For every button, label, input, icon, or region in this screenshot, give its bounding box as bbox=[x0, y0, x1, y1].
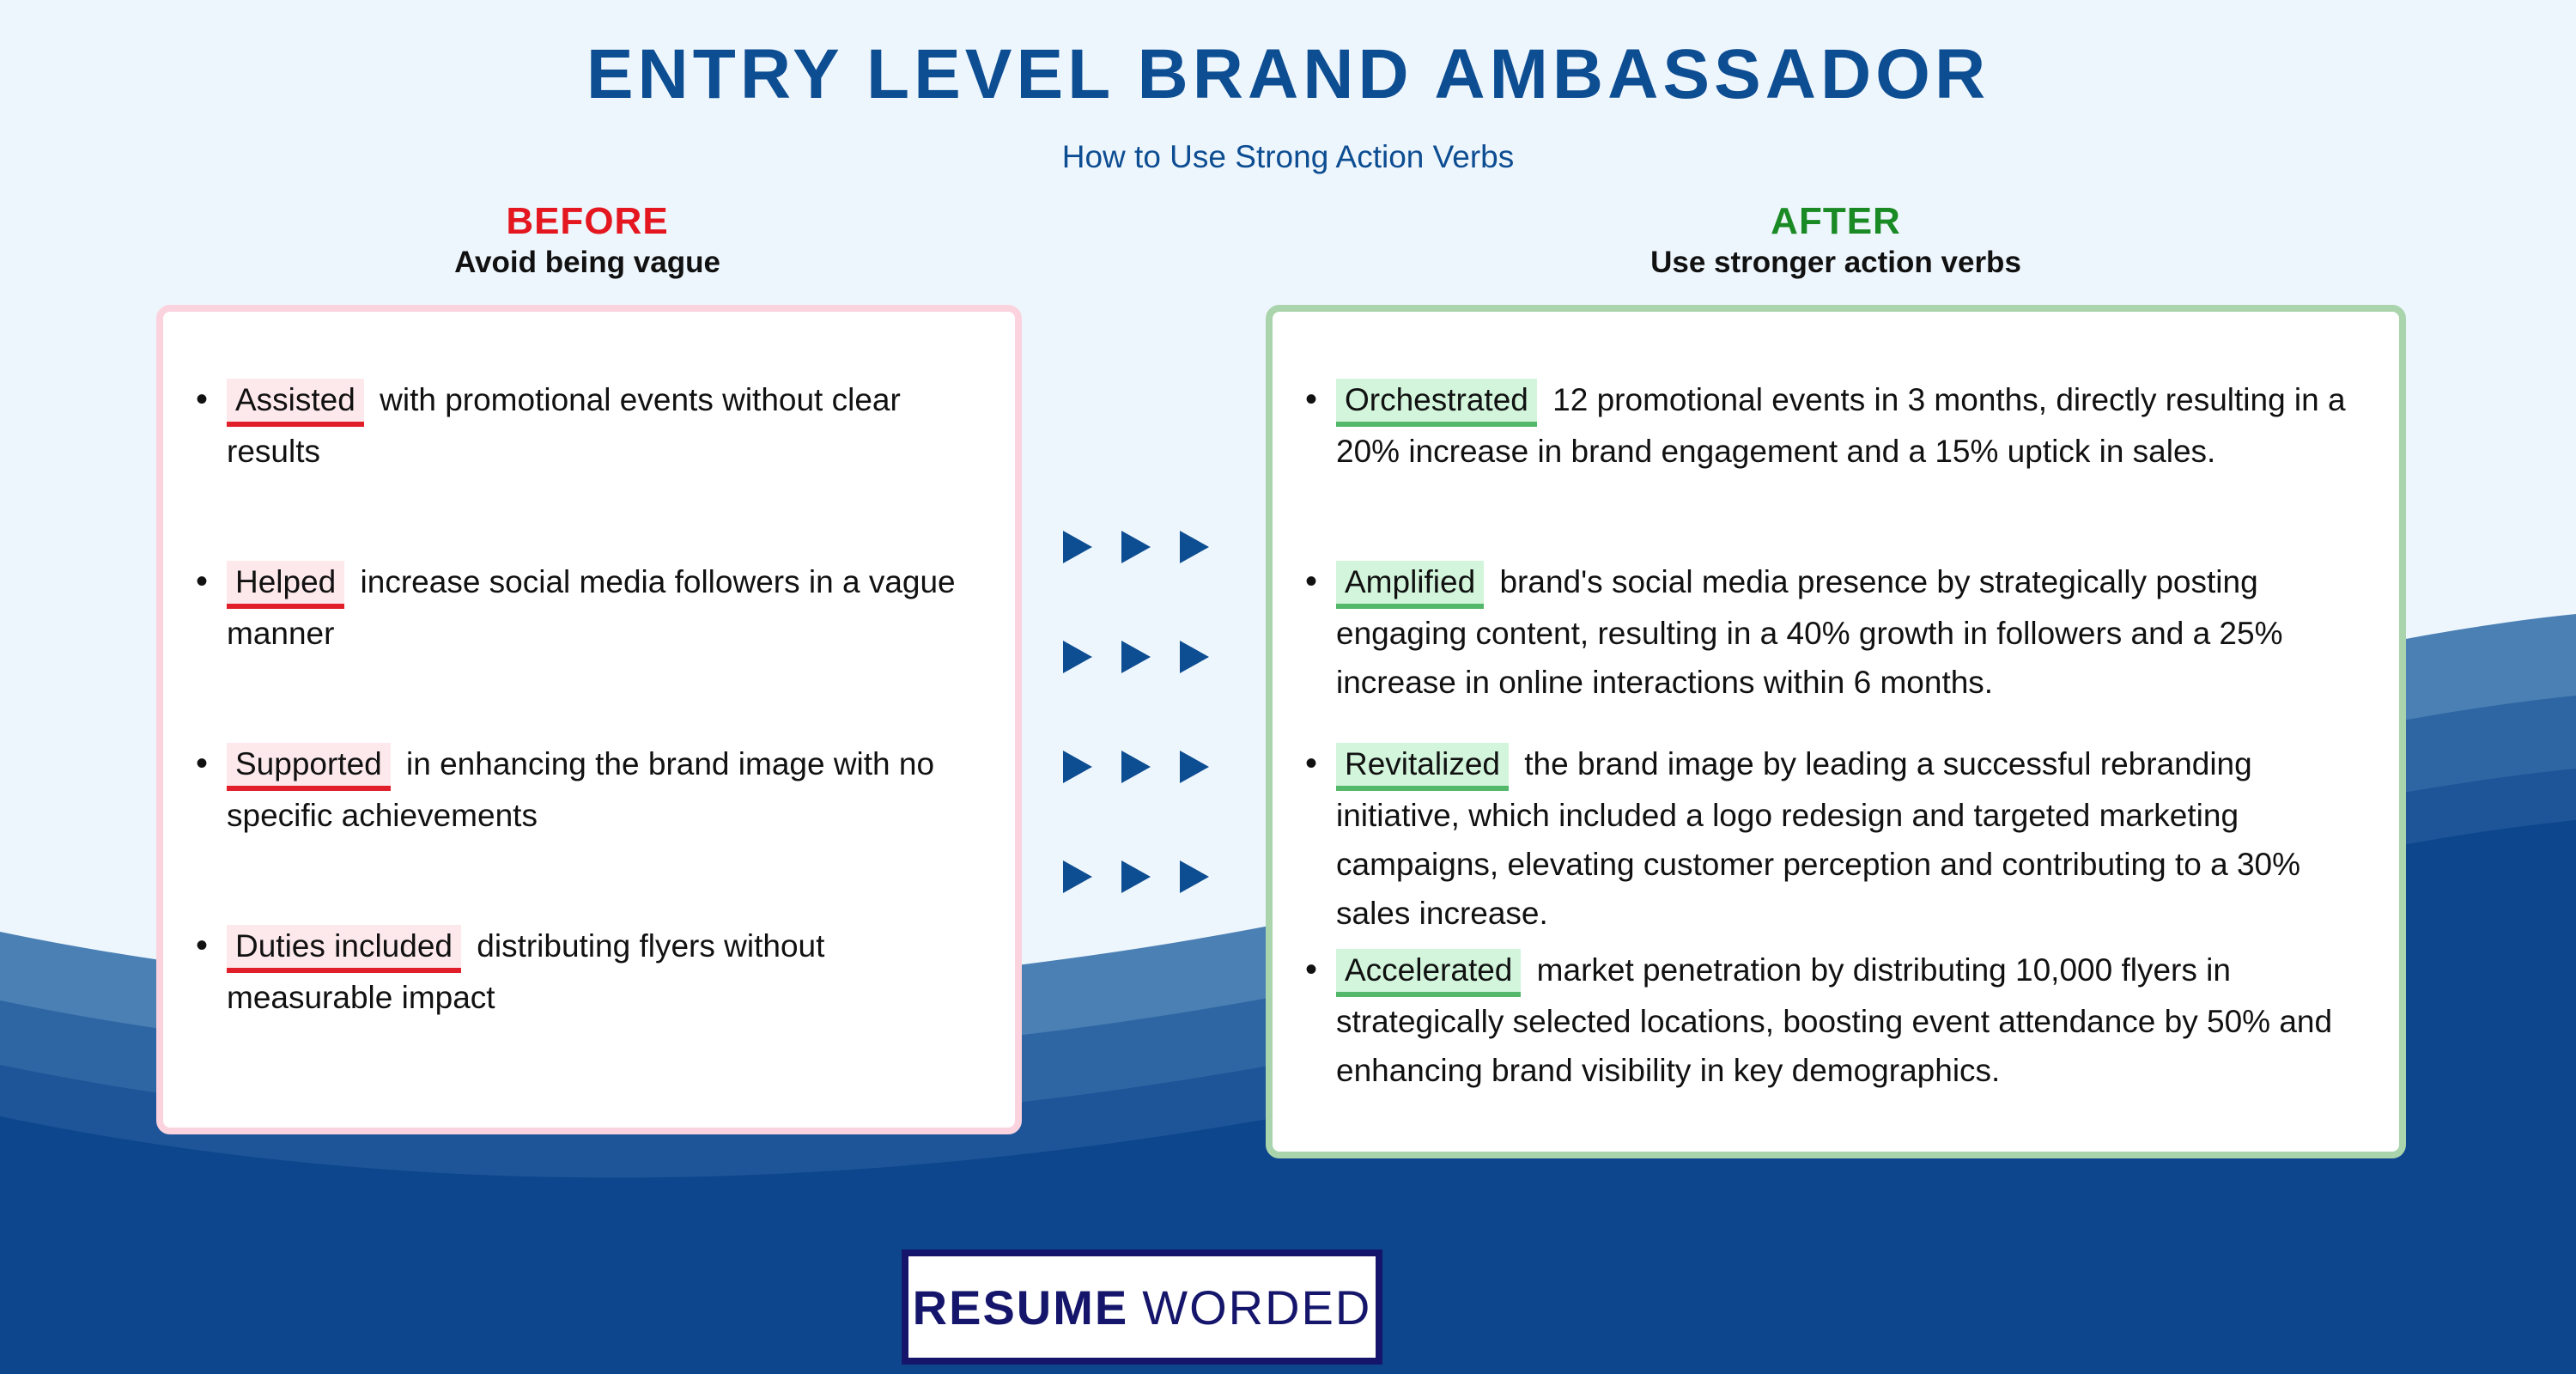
play-arrow-icon bbox=[1063, 531, 1092, 563]
play-arrow-icon bbox=[1063, 641, 1092, 673]
logo-bold-text: RESUME bbox=[912, 1280, 1129, 1334]
arrow-row bbox=[1063, 855, 1209, 898]
after-label: AFTER bbox=[1771, 200, 1901, 242]
weak-verb: Duties included bbox=[227, 925, 461, 973]
bullet-dot: • bbox=[196, 927, 209, 964]
play-arrow-icon bbox=[1180, 751, 1209, 783]
play-arrow-icon bbox=[1121, 641, 1151, 673]
bullet-text: brand's social media presence by strategically posting engaging content, resulting in a 40% growth in followers and a 25% increase in online interactions within 6 months. bbox=[1336, 564, 2283, 700]
after-bullet bbox=[1305, 375, 2358, 476]
bullet-dot: • bbox=[196, 745, 209, 782]
arrow-row bbox=[1063, 526, 1209, 568]
play-arrow-icon bbox=[1180, 860, 1209, 893]
strong-verb: Orchestrated bbox=[1336, 379, 1537, 427]
arrow-row bbox=[1063, 635, 1209, 678]
bullet-dot: • bbox=[196, 562, 209, 600]
bullet-dot: • bbox=[196, 380, 209, 418]
play-arrow-icon bbox=[1121, 751, 1151, 783]
bullet-dot: • bbox=[1305, 745, 1318, 782]
bullet-text: in enhancing the brand image with no specific achievements bbox=[227, 746, 935, 833]
before-bullet bbox=[196, 557, 982, 658]
play-arrow-icon bbox=[1063, 860, 1092, 893]
bullet-dot: • bbox=[1305, 380, 1318, 418]
play-arrow-icon bbox=[1121, 860, 1151, 893]
after-header bbox=[1267, 199, 2404, 282]
bullet-text: with promotional events without clear results bbox=[227, 382, 901, 469]
resume-worded-logo bbox=[902, 1249, 1382, 1365]
bullet-text: 12 promotional events in 3 months, directly resulting in a 20% increase in brand engagement and a 15% uptick in sales. bbox=[1336, 382, 2346, 469]
before-sublabel: Avoid being vague bbox=[454, 246, 720, 279]
play-arrow-icon bbox=[1063, 751, 1092, 783]
bullet-text: increase social media followers in a vague manner bbox=[227, 564, 956, 651]
after-panel bbox=[1266, 305, 2406, 1158]
weak-verb: Helped bbox=[227, 561, 344, 609]
bullet-text: distributing flyers without measurable impact bbox=[227, 928, 825, 1015]
play-arrow-icon bbox=[1180, 531, 1209, 563]
before-bullet bbox=[196, 921, 982, 1022]
weak-verb: Supported bbox=[227, 743, 391, 791]
bullet-dot: • bbox=[1305, 951, 1318, 988]
play-arrow-icon bbox=[1121, 531, 1151, 563]
before-panel bbox=[156, 305, 1022, 1134]
bullet-dot: • bbox=[1305, 562, 1318, 600]
after-bullet bbox=[1305, 945, 2358, 1095]
strong-verb: Accelerated bbox=[1336, 949, 1521, 997]
bullet-text: the brand image by leading a successful rebranding initiative, which included a logo redesign and targeted marketing campaigns, elevating customer perception and contributing to a 30% sales increase. bbox=[1336, 746, 2301, 931]
after-sublabel: Use stronger action verbs bbox=[1650, 246, 2021, 279]
page-subtitle: How to Use Strong Action Verbs bbox=[1061, 139, 1515, 174]
before-bullet bbox=[196, 739, 982, 840]
strong-verb: Amplified bbox=[1336, 561, 1484, 609]
before-header bbox=[156, 199, 1018, 282]
before-bullet bbox=[196, 375, 982, 476]
play-arrow-icon bbox=[1180, 641, 1209, 673]
after-bullet bbox=[1305, 739, 2358, 938]
after-bullet bbox=[1305, 557, 2358, 707]
before-label: BEFORE bbox=[506, 200, 669, 242]
weak-verb: Assisted bbox=[227, 379, 364, 427]
bullet-text: market penetration by distributing 10,000 flyers in strategically selected locations, boosting event attendance by 50% and enhancing brand visibility in key demographics. bbox=[1336, 952, 2333, 1088]
arrow-row bbox=[1063, 745, 1209, 788]
strong-verb: Revitalized bbox=[1336, 743, 1509, 791]
logo-regular-text: WORDED bbox=[1142, 1280, 1372, 1334]
page-title: ENTRY LEVEL BRAND AMBASSADOR bbox=[586, 35, 1990, 113]
